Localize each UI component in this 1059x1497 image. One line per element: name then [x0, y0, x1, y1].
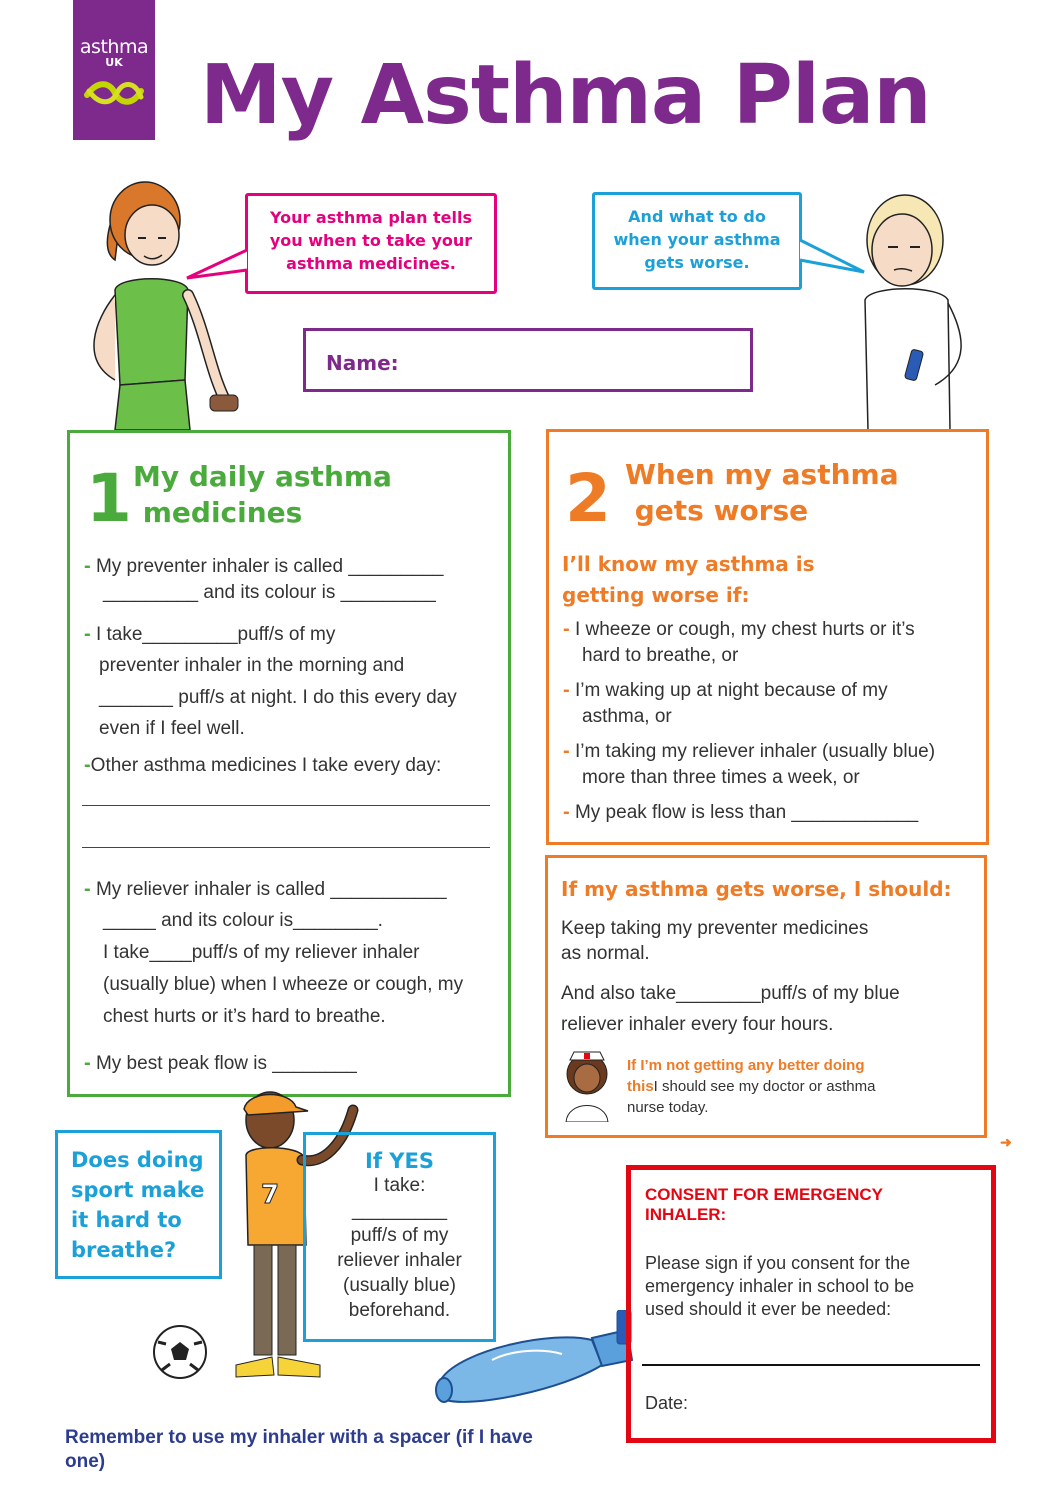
- girl-illustration: [60, 180, 260, 430]
- text: emergency inhaler in school to be: [645, 1276, 915, 1296]
- text: CONSENT FOR EMERGENCY: [645, 1185, 884, 1204]
- spacer-reminder: [65, 1426, 533, 1474]
- consent-heading: [645, 1185, 883, 1225]
- text: (usually blue): [343, 1275, 456, 1296]
- text: I’m taking my reliever inhaler (usually blue): [574, 741, 936, 762]
- logo-subtext: UK: [105, 56, 123, 69]
- preventer-name-line[interactable]: - My preventer inhaler is called _________: [84, 555, 444, 577]
- spacer-device-illustration: [432, 1310, 642, 1410]
- signature-line[interactable]: [642, 1364, 980, 1366]
- preventer-colour-line[interactable]: _________ and its colour is _________: [103, 582, 436, 603]
- text: Remember to use my inhaler with a spacer (if I have: [65, 1427, 533, 1448]
- text: I wheeze or cough, my chest hurts or it’s: [574, 619, 915, 640]
- text: it hard to: [71, 1208, 182, 1232]
- bubble-line: asthma medicines.: [286, 254, 456, 273]
- text: one): [65, 1451, 106, 1472]
- text: I’ll know my asthma is: [562, 552, 815, 576]
- text-line: preventer inhaler in the morning and: [99, 655, 405, 676]
- text: I take:: [373, 1175, 426, 1196]
- text-line: Keep taking my preventer medicines: [561, 918, 869, 939]
- section-heading-2: When my asthma gets worse: [625, 458, 899, 527]
- section-number-1: 1: [86, 460, 132, 537]
- arrow-icon: ➜: [1000, 1134, 1012, 1150]
- text: INHALER:: [645, 1205, 727, 1224]
- speech-bubble-boy: [592, 192, 802, 290]
- text-line: even if I feel well.: [99, 718, 245, 739]
- if-yes-content: [303, 1147, 496, 1323]
- bubble-line: gets worse.: [644, 253, 750, 272]
- text: My reliever inhaler is called ___________: [95, 879, 447, 900]
- name-field[interactable]: [303, 328, 753, 392]
- page-title: My Asthma Plan: [200, 48, 931, 143]
- preventer-dose-line[interactable]: - I take_________puff/s of my: [84, 623, 336, 645]
- section-number-2: 2: [565, 460, 611, 537]
- text: I’m waking up at night because of my: [574, 680, 888, 701]
- before-sport-dose-field[interactable]: _________: [351, 1200, 448, 1221]
- bubble-line: you when to take your: [269, 231, 473, 250]
- text: sport make: [71, 1178, 205, 1202]
- text: My best peak flow is ________: [95, 1053, 357, 1074]
- football-icon: [152, 1324, 208, 1380]
- text-line: (usually blue) when I wheeze or cough, my: [103, 974, 464, 995]
- text: this: [627, 1078, 654, 1095]
- text-line: hard to breathe, or: [582, 645, 739, 666]
- text-line: asthma, or: [582, 706, 672, 727]
- extra-dose-line[interactable]: And also take________puff/s of my blue: [561, 983, 900, 1004]
- text: If I’m not getting any better doing: [627, 1057, 865, 1074]
- text: My preventer inhaler is called _________: [95, 556, 444, 577]
- night-dose-line[interactable]: _______ puff/s at night. I do this every day: [99, 687, 457, 708]
- if-yes-heading: If YES: [365, 1149, 434, 1173]
- warning-item: - I wheeze or cough, my chest hurts or it’s: [563, 618, 915, 640]
- text: puff/s of my: [350, 1225, 449, 1246]
- bubble-tail-girl: [185, 248, 249, 284]
- other-medicines-line-1[interactable]: [82, 805, 490, 806]
- sport-question: [71, 1145, 204, 1265]
- text: getting worse if:: [562, 583, 750, 607]
- text: I should see my doctor or asthma: [653, 1078, 876, 1095]
- text: reliever inhaler: [337, 1250, 462, 1271]
- text: Other asthma medicines I take every day:: [90, 755, 442, 776]
- text: beforehand.: [348, 1300, 451, 1321]
- name-label: Name:: [326, 351, 399, 375]
- bubble-line: And what to do: [628, 207, 766, 226]
- see-doctor-note: [627, 1055, 875, 1118]
- text: used should it ever be needed:: [645, 1299, 892, 1319]
- other-medicines-label: -Other asthma medicines I take every day:: [84, 754, 442, 776]
- text-line: reliever inhaler every four hours.: [561, 1014, 834, 1035]
- consent-text: [645, 1252, 914, 1321]
- bubble-tail-boy: [798, 238, 868, 278]
- jersey-number: 7: [261, 1180, 280, 1210]
- text: breathe?: [71, 1238, 177, 1262]
- reliever-dose-line[interactable]: I take____puff/s of my reliever inhaler: [103, 942, 420, 963]
- speech-bubble-girl: [245, 193, 497, 294]
- text: My peak flow is less than ____________: [574, 802, 919, 823]
- asthma-uk-logo: [73, 0, 155, 140]
- text: Please sign if you consent for the: [645, 1253, 911, 1273]
- peak-flow-threshold-line[interactable]: - My peak flow is less than ____________: [563, 801, 919, 823]
- actions-heading: If my asthma gets worse, I should:: [561, 877, 952, 901]
- reliever-name-line[interactable]: - My reliever inhaler is called ___________: [84, 878, 447, 900]
- other-medicines-line-2[interactable]: [82, 847, 490, 848]
- text: I take_________puff/s of my: [95, 624, 336, 645]
- warning-item: - I’m waking up at night because of my: [563, 679, 888, 701]
- text: nurse today.: [627, 1099, 709, 1116]
- date-field[interactable]: Date:: [645, 1393, 689, 1413]
- reliever-colour-line[interactable]: _____ and its colour is________.: [103, 910, 383, 931]
- warning-item: - I’m taking my reliever inhaler (usually blue): [563, 740, 936, 762]
- text-line: as normal.: [561, 943, 650, 964]
- boy-illustration: [830, 185, 980, 430]
- bubble-line: Your asthma plan tells: [269, 208, 473, 227]
- bubble-line: when your asthma: [613, 230, 781, 249]
- text: Does doing: [71, 1148, 204, 1172]
- knot-icon: [79, 73, 149, 113]
- nurse-icon: [558, 1050, 616, 1122]
- logo-text: asthma: [79, 36, 149, 58]
- text-line: chest hurts or it’s hard to breathe.: [103, 1006, 386, 1027]
- peak-flow-line[interactable]: - My best peak flow is ________: [84, 1052, 357, 1074]
- section-heading-1: My daily asthma medicines: [133, 460, 392, 529]
- text-line: more than three times a week, or: [582, 767, 860, 788]
- warning-signs-heading: [562, 549, 815, 611]
